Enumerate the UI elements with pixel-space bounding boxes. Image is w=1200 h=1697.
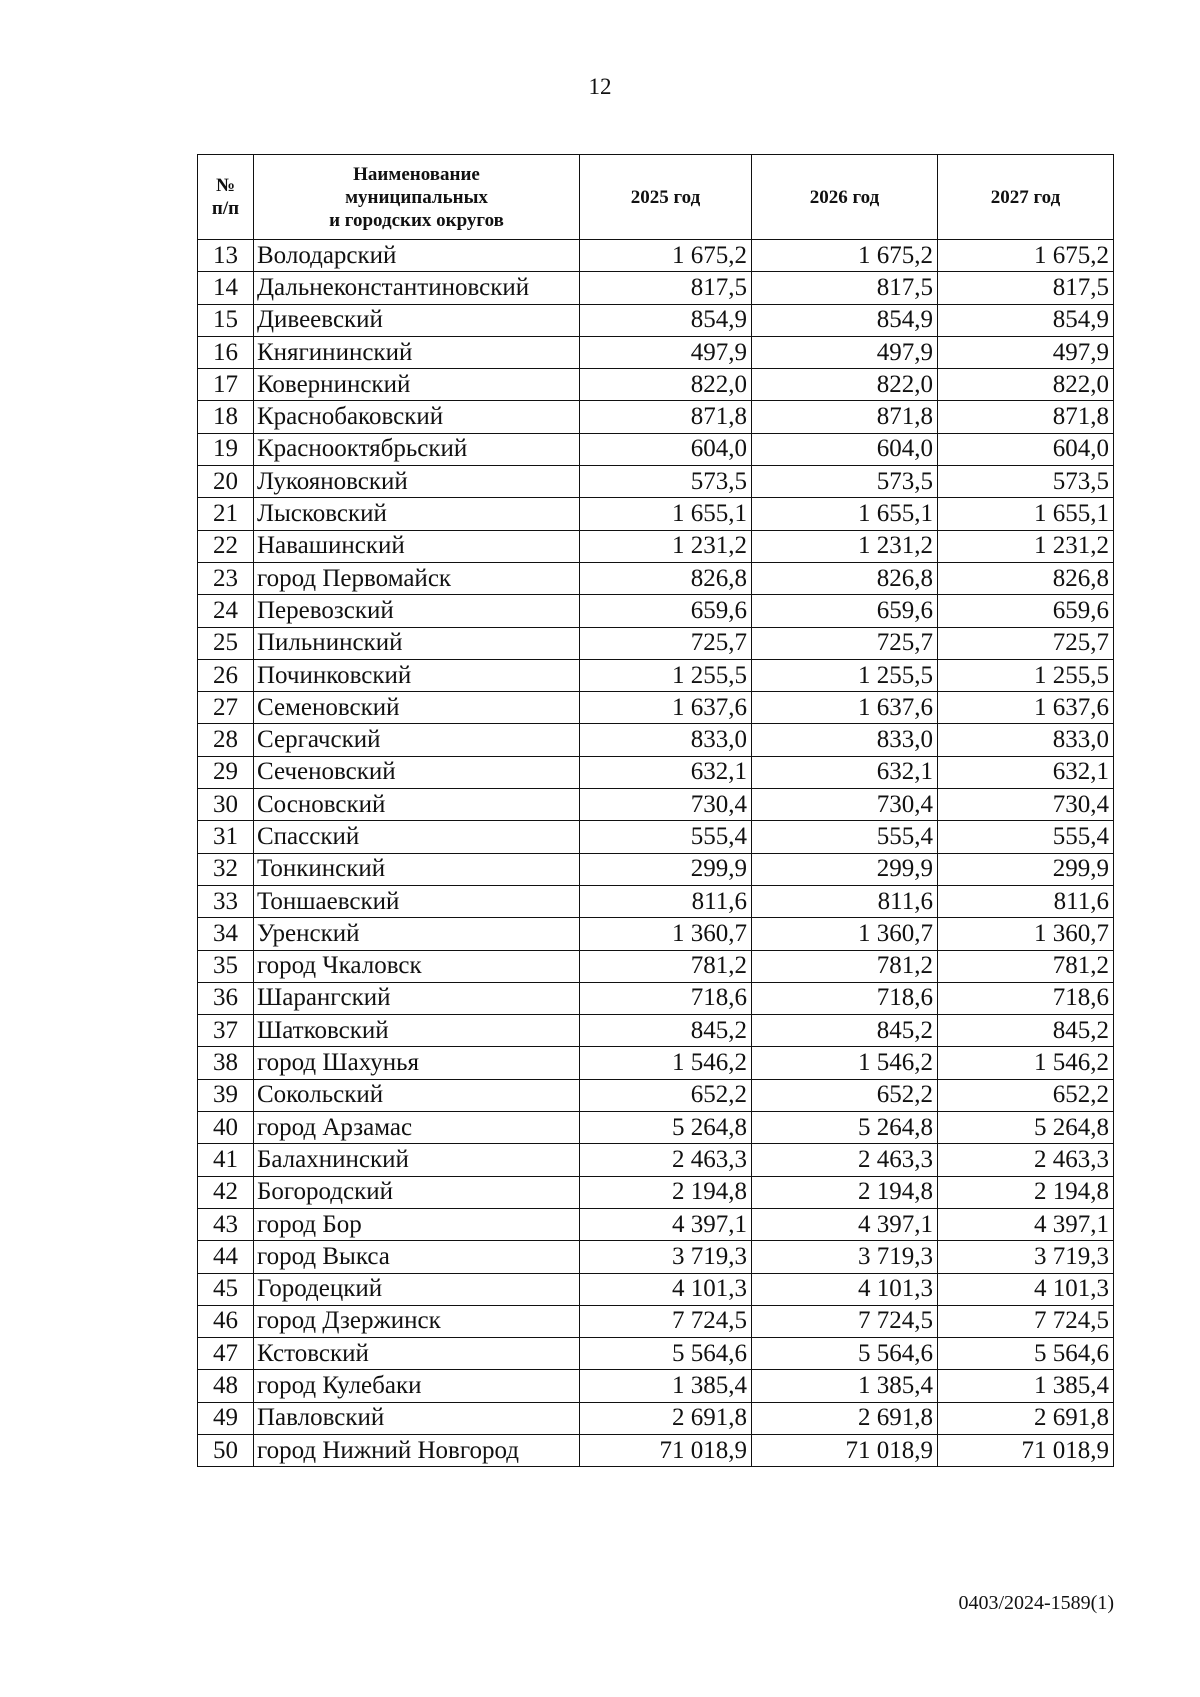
value-2025: 1 255,5	[580, 659, 752, 691]
value-2026: 781,2	[752, 950, 938, 982]
row-number: 19	[198, 433, 254, 465]
value-2026: 822,0	[752, 369, 938, 401]
value-2026: 1 675,2	[752, 240, 938, 272]
value-2026: 730,4	[752, 789, 938, 821]
district-name: город Шахунья	[254, 1047, 580, 1079]
value-2027: 2 463,3	[938, 1144, 1114, 1176]
value-2026: 3 719,3	[752, 1241, 938, 1273]
value-2026: 826,8	[752, 562, 938, 594]
value-2026: 1 360,7	[752, 918, 938, 950]
value-2025: 854,9	[580, 304, 752, 336]
value-2025: 1 360,7	[580, 918, 752, 950]
table-row	[198, 1208, 1114, 1240]
row-number: 47	[198, 1338, 254, 1370]
value-2026: 811,6	[752, 885, 938, 917]
value-2025: 2 463,3	[580, 1144, 752, 1176]
table-row	[198, 1079, 1114, 1111]
table-row	[198, 627, 1114, 659]
value-2027: 1 385,4	[938, 1370, 1114, 1402]
value-2025: 299,9	[580, 853, 752, 885]
value-2026: 71 018,9	[752, 1434, 938, 1466]
document-code: 0403/2024-1589(1)	[958, 1592, 1114, 1614]
value-2025: 781,2	[580, 950, 752, 982]
row-number: 49	[198, 1402, 254, 1434]
header-2027: 2027 год	[938, 155, 1114, 240]
value-2025: 5 264,8	[580, 1112, 752, 1144]
value-2026: 7 724,5	[752, 1305, 938, 1337]
header-row	[198, 155, 1114, 240]
row-number: 27	[198, 692, 254, 724]
table-row	[198, 433, 1114, 465]
table-row	[198, 498, 1114, 530]
value-2026: 497,9	[752, 336, 938, 368]
row-number: 26	[198, 659, 254, 691]
table-row	[198, 272, 1114, 304]
district-name: Починковский	[254, 659, 580, 691]
value-2025: 1 655,1	[580, 498, 752, 530]
row-number: 40	[198, 1112, 254, 1144]
table-row	[198, 1338, 1114, 1370]
value-2027: 826,8	[938, 562, 1114, 594]
value-2025: 1 546,2	[580, 1047, 752, 1079]
row-number: 18	[198, 401, 254, 433]
row-number: 30	[198, 789, 254, 821]
row-number: 44	[198, 1241, 254, 1273]
table-header	[198, 155, 1114, 240]
district-name: Сокольский	[254, 1079, 580, 1111]
value-2025: 833,0	[580, 724, 752, 756]
header-name-line1: Наименование	[353, 163, 480, 185]
value-2026: 845,2	[752, 1015, 938, 1047]
row-number: 31	[198, 821, 254, 853]
value-2025: 7 724,5	[580, 1305, 752, 1337]
value-2026: 854,9	[752, 304, 938, 336]
row-number: 37	[198, 1015, 254, 1047]
row-number: 43	[198, 1208, 254, 1240]
table-row	[198, 336, 1114, 368]
row-number: 25	[198, 627, 254, 659]
value-2027: 7 724,5	[938, 1305, 1114, 1337]
value-2025: 632,1	[580, 756, 752, 788]
value-2026: 299,9	[752, 853, 938, 885]
row-number: 13	[198, 240, 254, 272]
district-name: город Первомайск	[254, 562, 580, 594]
district-name: город Арзамас	[254, 1112, 580, 1144]
value-2027: 2 194,8	[938, 1176, 1114, 1208]
district-name: Лысковский	[254, 498, 580, 530]
header-number	[198, 155, 254, 240]
value-2025: 604,0	[580, 433, 752, 465]
value-2025: 659,6	[580, 595, 752, 627]
table-row	[198, 659, 1114, 691]
value-2025: 730,4	[580, 789, 752, 821]
value-2026: 1 655,1	[752, 498, 938, 530]
district-name: Ковернинский	[254, 369, 580, 401]
value-2025: 811,6	[580, 885, 752, 917]
district-name: Шарангский	[254, 982, 580, 1014]
table-row	[198, 918, 1114, 950]
allocation-table	[197, 154, 1114, 1467]
header-name	[254, 155, 580, 240]
row-number: 38	[198, 1047, 254, 1079]
value-2027: 299,9	[938, 853, 1114, 885]
value-2027: 822,0	[938, 369, 1114, 401]
value-2027: 725,7	[938, 627, 1114, 659]
value-2025: 71 018,9	[580, 1434, 752, 1466]
row-number: 48	[198, 1370, 254, 1402]
header-name-line2: муниципальных	[345, 186, 488, 208]
value-2025: 1 385,4	[580, 1370, 752, 1402]
table-row	[198, 595, 1114, 627]
value-2027: 781,2	[938, 950, 1114, 982]
value-2027: 718,6	[938, 982, 1114, 1014]
table-row	[198, 1434, 1114, 1466]
district-name: Спасский	[254, 821, 580, 853]
district-name: город Бор	[254, 1208, 580, 1240]
table-row	[198, 821, 1114, 853]
value-2026: 573,5	[752, 466, 938, 498]
value-2026: 5 564,6	[752, 1338, 938, 1370]
value-2027: 497,9	[938, 336, 1114, 368]
district-name: Семеновский	[254, 692, 580, 724]
header-name-line3: и городских округов	[329, 209, 504, 231]
value-2027: 811,6	[938, 885, 1114, 917]
value-2027: 604,0	[938, 433, 1114, 465]
table-row	[198, 562, 1114, 594]
row-number: 29	[198, 756, 254, 788]
value-2027: 854,9	[938, 304, 1114, 336]
value-2027: 1 255,5	[938, 659, 1114, 691]
value-2025: 1 637,6	[580, 692, 752, 724]
value-2025: 3 719,3	[580, 1241, 752, 1273]
district-name: город Дзержинск	[254, 1305, 580, 1337]
district-name: Тоншаевский	[254, 885, 580, 917]
table-row	[198, 1305, 1114, 1337]
district-name: Перевозский	[254, 595, 580, 627]
value-2025: 555,4	[580, 821, 752, 853]
value-2026: 1 255,5	[752, 659, 938, 691]
table-row	[198, 466, 1114, 498]
value-2027: 1 360,7	[938, 918, 1114, 950]
row-number: 23	[198, 562, 254, 594]
district-name: Дальнеконстантиновский	[254, 272, 580, 304]
value-2027: 5 264,8	[938, 1112, 1114, 1144]
value-2025: 1 231,2	[580, 530, 752, 562]
value-2025: 497,9	[580, 336, 752, 368]
table-body	[198, 240, 1114, 1467]
district-name: Богородский	[254, 1176, 580, 1208]
value-2027: 1 675,2	[938, 240, 1114, 272]
district-name: Краснобаковский	[254, 401, 580, 433]
district-name: Пильнинский	[254, 627, 580, 659]
value-2025: 822,0	[580, 369, 752, 401]
row-number: 45	[198, 1273, 254, 1305]
table-row	[198, 853, 1114, 885]
table-row	[198, 1144, 1114, 1176]
district-name: Сосновский	[254, 789, 580, 821]
row-number: 15	[198, 304, 254, 336]
value-2025: 5 564,6	[580, 1338, 752, 1370]
table-row	[198, 1047, 1114, 1079]
row-number: 20	[198, 466, 254, 498]
value-2027: 573,5	[938, 466, 1114, 498]
value-2025: 4 101,3	[580, 1273, 752, 1305]
row-number: 33	[198, 885, 254, 917]
row-number: 36	[198, 982, 254, 1014]
value-2027: 1 231,2	[938, 530, 1114, 562]
value-2025: 1 675,2	[580, 240, 752, 272]
table-row	[198, 789, 1114, 821]
row-number: 42	[198, 1176, 254, 1208]
value-2025: 826,8	[580, 562, 752, 594]
district-name: город Чкаловск	[254, 950, 580, 982]
district-name: Тонкинский	[254, 853, 580, 885]
value-2026: 871,8	[752, 401, 938, 433]
value-2025: 4 397,1	[580, 1208, 752, 1240]
value-2025: 845,2	[580, 1015, 752, 1047]
value-2026: 718,6	[752, 982, 938, 1014]
district-name: Кстовский	[254, 1338, 580, 1370]
table-row	[198, 1273, 1114, 1305]
value-2026: 4 101,3	[752, 1273, 938, 1305]
value-2025: 817,5	[580, 272, 752, 304]
row-number: 28	[198, 724, 254, 756]
row-number: 24	[198, 595, 254, 627]
header-number-line2: п/п	[211, 198, 240, 219]
district-name: город Нижний Новгород	[254, 1434, 580, 1466]
table-row	[198, 950, 1114, 982]
value-2026: 4 397,1	[752, 1208, 938, 1240]
table-row	[198, 1176, 1114, 1208]
table-row	[198, 240, 1114, 272]
row-number: 21	[198, 498, 254, 530]
row-number: 22	[198, 530, 254, 562]
value-2026: 2 463,3	[752, 1144, 938, 1176]
district-name: Балахнинский	[254, 1144, 580, 1176]
value-2026: 1 231,2	[752, 530, 938, 562]
page-number: 12	[588, 74, 612, 99]
header-number-line1: №	[215, 175, 236, 196]
table-row	[198, 401, 1114, 433]
row-number: 16	[198, 336, 254, 368]
district-name: Княгининский	[254, 336, 580, 368]
table-row	[198, 369, 1114, 401]
value-2027: 555,4	[938, 821, 1114, 853]
header-2025: 2025 год	[580, 155, 752, 240]
district-name: Сергачский	[254, 724, 580, 756]
table-row	[198, 304, 1114, 336]
table-row	[198, 1241, 1114, 1273]
value-2027: 817,5	[938, 272, 1114, 304]
district-name: Лукояновский	[254, 466, 580, 498]
table-row	[198, 724, 1114, 756]
district-name: Краснооктябрьский	[254, 433, 580, 465]
table-row	[198, 1015, 1114, 1047]
district-name: Дивеевский	[254, 304, 580, 336]
row-number: 17	[198, 369, 254, 401]
value-2026: 817,5	[752, 272, 938, 304]
value-2027: 652,2	[938, 1079, 1114, 1111]
value-2025: 871,8	[580, 401, 752, 433]
value-2026: 632,1	[752, 756, 938, 788]
row-number: 35	[198, 950, 254, 982]
value-2026: 725,7	[752, 627, 938, 659]
district-name: город Кулебаки	[254, 1370, 580, 1402]
table-row	[198, 756, 1114, 788]
table-row	[198, 1402, 1114, 1434]
row-number: 50	[198, 1434, 254, 1466]
value-2026: 2 194,8	[752, 1176, 938, 1208]
table-row	[198, 1370, 1114, 1402]
value-2027: 4 397,1	[938, 1208, 1114, 1240]
value-2026: 652,2	[752, 1079, 938, 1111]
value-2027: 3 719,3	[938, 1241, 1114, 1273]
district-name: Уренский	[254, 918, 580, 950]
value-2025: 725,7	[580, 627, 752, 659]
value-2027: 845,2	[938, 1015, 1114, 1047]
value-2026: 1 385,4	[752, 1370, 938, 1402]
value-2027: 2 691,8	[938, 1402, 1114, 1434]
row-number: 14	[198, 272, 254, 304]
value-2027: 5 564,6	[938, 1338, 1114, 1370]
value-2026: 604,0	[752, 433, 938, 465]
table-row	[198, 692, 1114, 724]
value-2025: 2 691,8	[580, 1402, 752, 1434]
value-2027: 659,6	[938, 595, 1114, 627]
district-name: Сеченовский	[254, 756, 580, 788]
table-row	[198, 885, 1114, 917]
value-2027: 1 546,2	[938, 1047, 1114, 1079]
row-number: 46	[198, 1305, 254, 1337]
value-2027: 4 101,3	[938, 1273, 1114, 1305]
table-row	[198, 1112, 1114, 1144]
value-2025: 652,2	[580, 1079, 752, 1111]
district-name: Городецкий	[254, 1273, 580, 1305]
district-name: Навашинский	[254, 530, 580, 562]
value-2025: 2 194,8	[580, 1176, 752, 1208]
table-row	[198, 982, 1114, 1014]
value-2025: 573,5	[580, 466, 752, 498]
district-name: Шатковский	[254, 1015, 580, 1047]
value-2026: 833,0	[752, 724, 938, 756]
value-2026: 5 264,8	[752, 1112, 938, 1144]
value-2026: 1 546,2	[752, 1047, 938, 1079]
row-number: 39	[198, 1079, 254, 1111]
value-2026: 1 637,6	[752, 692, 938, 724]
value-2027: 871,8	[938, 401, 1114, 433]
row-number: 41	[198, 1144, 254, 1176]
value-2026: 659,6	[752, 595, 938, 627]
value-2025: 718,6	[580, 982, 752, 1014]
value-2027: 632,1	[938, 756, 1114, 788]
table-row	[198, 530, 1114, 562]
district-name: Володарский	[254, 240, 580, 272]
district-name: Павловский	[254, 1402, 580, 1434]
value-2026: 2 691,8	[752, 1402, 938, 1434]
row-number: 34	[198, 918, 254, 950]
header-2026: 2026 год	[752, 155, 938, 240]
value-2027: 730,4	[938, 789, 1114, 821]
value-2027: 71 018,9	[938, 1434, 1114, 1466]
row-number: 32	[198, 853, 254, 885]
value-2027: 1 637,6	[938, 692, 1114, 724]
value-2027: 833,0	[938, 724, 1114, 756]
value-2026: 555,4	[752, 821, 938, 853]
district-name: город Выкса	[254, 1241, 580, 1273]
value-2027: 1 655,1	[938, 498, 1114, 530]
